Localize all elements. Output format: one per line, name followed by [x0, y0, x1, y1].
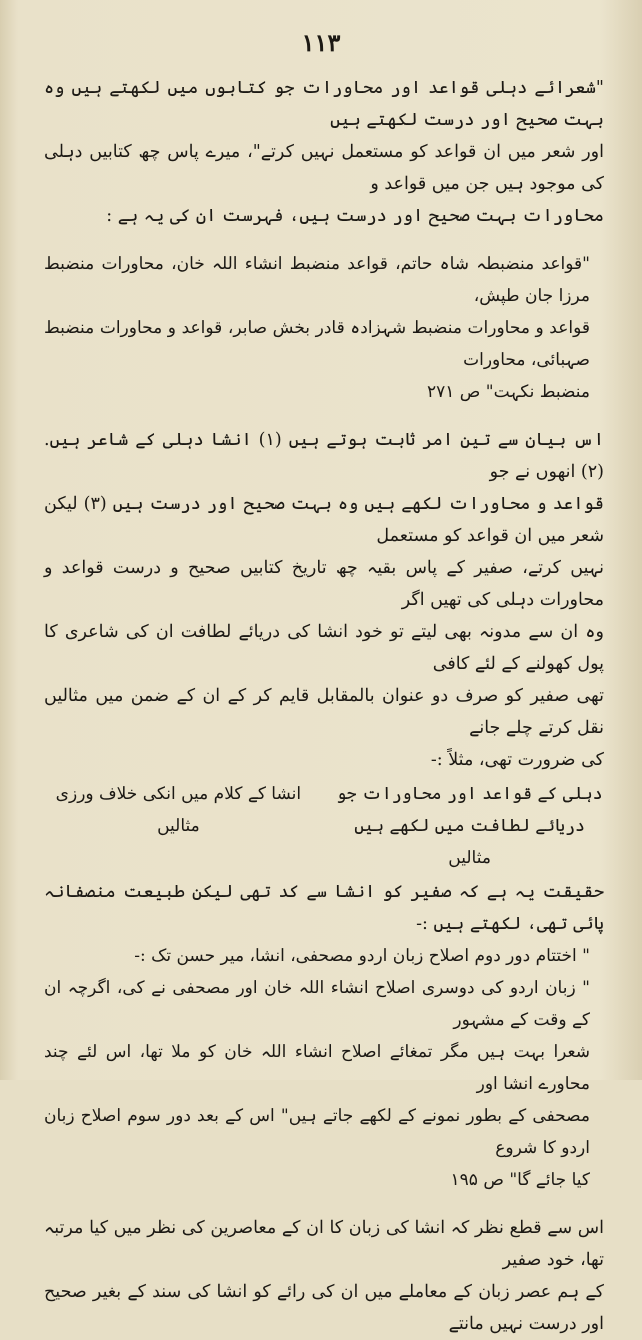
page-number: ۱۱۳ [301, 28, 341, 57]
comparison-columns [44, 778, 604, 874]
text-line: محاورات بہت صحیح اور درست ہیں، فہرست ان کی یہ ہے : [106, 206, 604, 226]
text-line: "شعرائے دہلی قواعد اور محاورات جو کتابوں میں لکھتے ہیں وہ بہت صحیح اور درست لکھتے ہیں [44, 78, 604, 130]
paragraph-contemporaries [44, 1212, 604, 1340]
text-line: قواعد و محاورات منضبط شہزادہ قادر بخش صابر، قواعد و محاورات منضبط صہبائی، محاورات [44, 318, 590, 370]
text-line: شعرا بہت ہیں مگر تمغائے اصلاح انشاء اللہ خان کو ملا تھا، اس لئے چند محاورے انشا اور [44, 1042, 590, 1094]
text-line: مصحفی کے بطور نمونے کے لکھے جاتے ہیں" اس کے بعد دور سوم اصلاح زبان اردو کا شروع [44, 1106, 590, 1158]
quote-book-list [44, 248, 604, 408]
text-line: کے ہم عصر زبان کے معاملے میں ان کی رائے کو انشا کی سند کے بغیر صحیح اور درست نہیں مانتے [44, 1282, 604, 1334]
paragraph-three-points [44, 424, 604, 776]
text-line: "قواعد منضبطہ شاہ حاتم، قواعد منضبط انشاء اللہ خان، محاورات منضبط مرزا جان طپش، [44, 254, 590, 306]
text-line: " اختتام دور دوم اصلاح زبان اردو مصحفی، انشا، میر حسن تک :- [134, 946, 590, 966]
column-delhi-rules [335, 778, 604, 874]
text-line: حقیقت یہ ہے کہ صفیر کو انشا سے کد تھی لیکن طبیعت منصفانہ پائی تھی، لکھتے ہیں :- [44, 882, 604, 934]
column-subtitle: مثالیں [448, 848, 491, 868]
text-line: تھی صفیر کو صرف دو عنوان بالمقابل قایم کر کے ان کے ضمن میں مثالیں نقل کرتے چلے جانے [44, 686, 604, 738]
column-title: انشا کے کلام میں انکی خلاف ورزی [55, 784, 302, 804]
text-line: اس بیان سے تین امر ثابت ہوتے ہیں (۱) انشا دہلی کے شاعر ہیں. (۲) انھوں نے جو [44, 430, 604, 482]
paragraph-reality [44, 876, 604, 940]
page-body [44, 72, 604, 1340]
text-line: منضبط نکہت" ص ۲۷۱ [426, 382, 590, 402]
paragraph-intro [44, 72, 604, 232]
text-line: اس سے قطع نظر کہ انشا کی زبان کا ان کے معاصرین کی نظر میں کیا مرتبہ تھا، خود صفیر [44, 1218, 604, 1270]
text-line: اور شعر میں ان قواعد کو مستعمل نہیں کرتے"، میرے پاس چھ کتابیں دہلی کی موجود ہیں جن میں قواعد و [44, 142, 604, 194]
column-insha-violations [44, 778, 313, 874]
text-line: " زبان اردو کی دوسری اصلاح انشاء اللہ خان اور مصحفی نے کی، اگرچہ ان کے وقت کے مشہور [44, 978, 590, 1030]
text-line: قواعد و محاورات لکھے ہیں وہ بہت صحیح اور درست ہیں (۳) لیکن شعر میں ان قواعد کو مستعمل [44, 494, 604, 546]
quote-second-reform [44, 940, 604, 1196]
text-line: نہیں کرتے، صفیر کے پاس بقیہ چھ تاریخ کتابیں صحیح و درست قواعد و محاورات دہلی کی تھیں اگر [44, 558, 604, 610]
column-subtitle: مثالیں [157, 816, 200, 836]
text-line: وہ ان سے مدونہ بھی لیتے تو خود انشا کی دریائے لطافت ان کی شاعری کا پول کھولنے کے لئے کافی [44, 622, 604, 674]
text-line: کی ضرورت تھی، مثلاً :- [430, 750, 604, 770]
text-line: کیا جائے گا" ص ۱۹۵ [450, 1170, 590, 1190]
column-title: دہلی کے قواعد اور محاورات جو دریائے لطافت میں لکھے ہیں [336, 784, 603, 836]
